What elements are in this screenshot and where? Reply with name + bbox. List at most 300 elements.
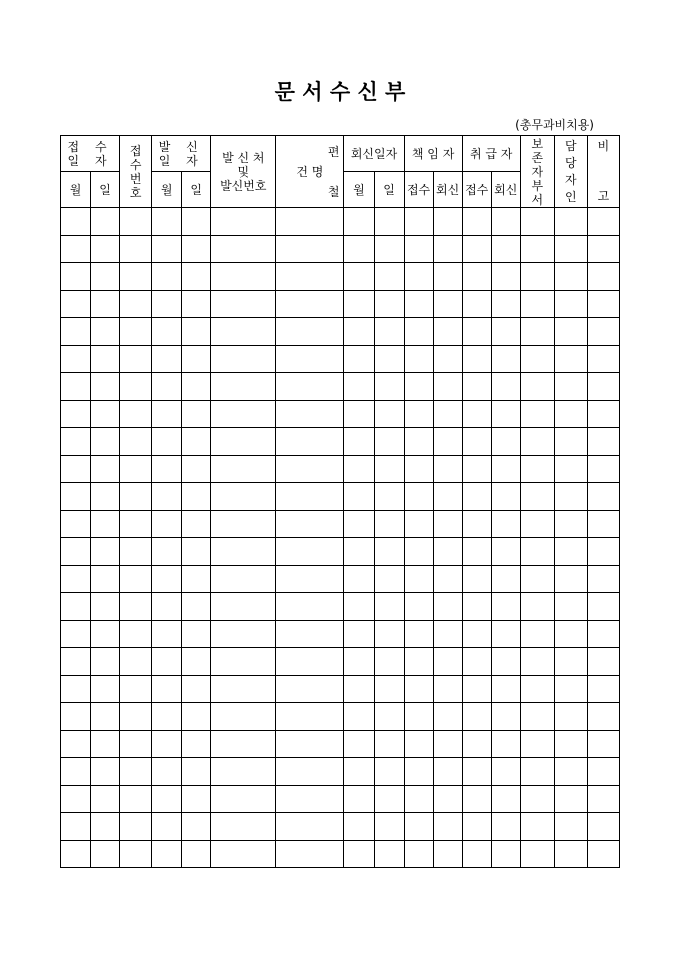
table-cell[interactable] [374,538,404,566]
table-cell[interactable] [276,510,344,538]
table-cell[interactable] [120,428,152,456]
table-cell[interactable] [520,318,554,346]
table-cell[interactable] [91,813,120,841]
table-cell[interactable] [152,813,182,841]
table-cell[interactable] [344,813,374,841]
table-cell[interactable] [587,455,619,483]
table-cell[interactable] [61,510,91,538]
table-cell[interactable] [404,235,433,263]
table-cell[interactable] [61,428,91,456]
table-cell[interactable] [61,538,91,566]
table-cell[interactable] [276,565,344,593]
table-cell[interactable] [491,400,520,428]
table-cell[interactable] [587,428,619,456]
table-cell[interactable] [462,703,491,731]
table-cell[interactable] [344,758,374,786]
table-cell[interactable] [433,483,462,511]
table-cell[interactable] [491,373,520,401]
table-cell[interactable] [211,785,276,813]
table-cell[interactable] [344,730,374,758]
table-cell[interactable] [374,565,404,593]
table-cell[interactable] [554,648,587,676]
table-cell[interactable] [182,400,211,428]
table-cell[interactable] [61,703,91,731]
table-cell[interactable] [182,483,211,511]
table-cell[interactable] [587,565,619,593]
table-cell[interactable] [182,290,211,318]
table-cell[interactable] [587,290,619,318]
table-cell[interactable] [433,730,462,758]
table-cell[interactable] [462,840,491,868]
table-cell[interactable] [462,538,491,566]
table-cell[interactable] [152,758,182,786]
table-cell[interactable] [554,263,587,291]
table-cell[interactable] [61,373,91,401]
table-cell[interactable] [491,620,520,648]
table-cell[interactable] [554,235,587,263]
table-cell[interactable] [404,290,433,318]
table-cell[interactable] [462,758,491,786]
table-cell[interactable] [491,428,520,456]
table-cell[interactable] [374,620,404,648]
table-cell[interactable] [61,620,91,648]
table-cell[interactable] [462,208,491,236]
table-cell[interactable] [61,785,91,813]
table-cell[interactable] [404,785,433,813]
table-cell[interactable] [374,235,404,263]
table-cell[interactable] [587,263,619,291]
table-cell[interactable] [276,758,344,786]
table-cell[interactable] [182,593,211,621]
table-cell[interactable] [587,840,619,868]
table-cell[interactable] [276,813,344,841]
table-cell[interactable] [91,840,120,868]
table-cell[interactable] [491,208,520,236]
table-cell[interactable] [276,703,344,731]
table-cell[interactable] [211,428,276,456]
table-cell[interactable] [182,813,211,841]
table-cell[interactable] [433,455,462,483]
table-cell[interactable] [211,290,276,318]
table-cell[interactable] [404,428,433,456]
table-cell[interactable] [61,758,91,786]
table-cell[interactable] [344,785,374,813]
table-cell[interactable] [152,840,182,868]
table-cell[interactable] [587,400,619,428]
table-cell[interactable] [276,345,344,373]
table-cell[interactable] [462,428,491,456]
table-cell[interactable] [404,565,433,593]
table-cell[interactable] [374,510,404,538]
table-cell[interactable] [152,263,182,291]
table-cell[interactable] [61,593,91,621]
table-cell[interactable] [491,840,520,868]
table-cell[interactable] [404,758,433,786]
table-cell[interactable] [344,840,374,868]
table-cell[interactable] [61,263,91,291]
table-cell[interactable] [374,428,404,456]
table-cell[interactable] [374,290,404,318]
table-cell[interactable] [276,730,344,758]
table-cell[interactable] [276,263,344,291]
table-cell[interactable] [211,648,276,676]
table-cell[interactable] [520,675,554,703]
table-cell[interactable] [182,538,211,566]
table-cell[interactable] [520,703,554,731]
table-cell[interactable] [120,620,152,648]
table-cell[interactable] [404,510,433,538]
table-cell[interactable] [276,290,344,318]
table-cell[interactable] [182,565,211,593]
table-cell[interactable] [91,648,120,676]
table-cell[interactable] [61,675,91,703]
table-cell[interactable] [91,538,120,566]
table-cell[interactable] [61,345,91,373]
table-cell[interactable] [91,758,120,786]
table-cell[interactable] [374,840,404,868]
table-cell[interactable] [374,785,404,813]
table-cell[interactable] [61,208,91,236]
table-cell[interactable] [587,785,619,813]
table-cell[interactable] [61,840,91,868]
table-cell[interactable] [554,758,587,786]
table-cell[interactable] [120,648,152,676]
table-cell[interactable] [120,675,152,703]
table-cell[interactable] [374,318,404,346]
table-cell[interactable] [374,455,404,483]
table-cell[interactable] [520,483,554,511]
table-cell[interactable] [91,373,120,401]
table-cell[interactable] [91,345,120,373]
table-cell[interactable] [433,208,462,236]
table-cell[interactable] [587,318,619,346]
table-cell[interactable] [404,208,433,236]
table-cell[interactable] [211,565,276,593]
table-cell[interactable] [61,730,91,758]
table-cell[interactable] [462,648,491,676]
table-cell[interactable] [587,813,619,841]
table-cell[interactable] [404,620,433,648]
table-cell[interactable] [404,483,433,511]
table-cell[interactable] [152,730,182,758]
table-cell[interactable] [587,208,619,236]
table-cell[interactable] [344,263,374,291]
table-cell[interactable] [120,455,152,483]
table-cell[interactable] [554,620,587,648]
table-cell[interactable] [120,813,152,841]
table-cell[interactable] [182,428,211,456]
table-cell[interactable] [433,263,462,291]
table-cell[interactable] [152,785,182,813]
table-cell[interactable] [211,483,276,511]
table-cell[interactable] [462,785,491,813]
table-cell[interactable] [344,373,374,401]
table-cell[interactable] [276,648,344,676]
table-cell[interactable] [520,840,554,868]
table-cell[interactable] [91,400,120,428]
table-cell[interactable] [152,483,182,511]
table-cell[interactable] [344,510,374,538]
table-cell[interactable] [211,373,276,401]
table-cell[interactable] [120,235,152,263]
table-cell[interactable] [587,758,619,786]
table-cell[interactable] [276,318,344,346]
table-cell[interactable] [491,345,520,373]
table-cell[interactable] [120,208,152,236]
table-cell[interactable] [276,785,344,813]
table-cell[interactable] [491,235,520,263]
table-cell[interactable] [91,208,120,236]
table-cell[interactable] [433,428,462,456]
table-cell[interactable] [276,235,344,263]
table-cell[interactable] [182,373,211,401]
table-cell[interactable] [491,290,520,318]
table-cell[interactable] [520,455,554,483]
table-cell[interactable] [182,840,211,868]
table-cell[interactable] [587,675,619,703]
table-cell[interactable] [211,813,276,841]
table-cell[interactable] [462,510,491,538]
table-cell[interactable] [120,400,152,428]
table-cell[interactable] [276,593,344,621]
table-cell[interactable] [433,620,462,648]
table-cell[interactable] [344,565,374,593]
table-cell[interactable] [520,593,554,621]
table-cell[interactable] [344,290,374,318]
table-cell[interactable] [374,373,404,401]
table-cell[interactable] [374,703,404,731]
table-cell[interactable] [462,565,491,593]
table-cell[interactable] [91,455,120,483]
table-cell[interactable] [491,730,520,758]
table-cell[interactable] [211,318,276,346]
table-cell[interactable] [152,648,182,676]
table-cell[interactable] [462,263,491,291]
table-cell[interactable] [520,510,554,538]
table-cell[interactable] [520,290,554,318]
table-cell[interactable] [344,428,374,456]
table-cell[interactable] [152,373,182,401]
table-cell[interactable] [152,235,182,263]
table-cell[interactable] [554,455,587,483]
table-cell[interactable] [554,675,587,703]
table-cell[interactable] [182,318,211,346]
table-cell[interactable] [520,785,554,813]
table-cell[interactable] [374,483,404,511]
table-cell[interactable] [491,263,520,291]
table-cell[interactable] [152,538,182,566]
table-cell[interactable] [554,730,587,758]
table-cell[interactable] [520,813,554,841]
table-cell[interactable] [554,483,587,511]
table-cell[interactable] [120,730,152,758]
table-cell[interactable] [433,785,462,813]
table-cell[interactable] [91,510,120,538]
table-cell[interactable] [404,400,433,428]
table-cell[interactable] [491,593,520,621]
table-cell[interactable] [152,620,182,648]
table-cell[interactable] [462,318,491,346]
table-cell[interactable] [211,758,276,786]
table-cell[interactable] [462,235,491,263]
table-cell[interactable] [152,208,182,236]
table-cell[interactable] [211,620,276,648]
table-cell[interactable] [433,648,462,676]
table-cell[interactable] [587,593,619,621]
table-cell[interactable] [433,400,462,428]
table-cell[interactable] [152,318,182,346]
table-cell[interactable] [520,373,554,401]
table-cell[interactable] [491,675,520,703]
table-cell[interactable] [152,565,182,593]
table-cell[interactable] [120,703,152,731]
table-cell[interactable] [120,373,152,401]
table-cell[interactable] [344,235,374,263]
table-cell[interactable] [91,318,120,346]
table-cell[interactable] [182,675,211,703]
table-cell[interactable] [91,565,120,593]
table-cell[interactable] [344,208,374,236]
table-cell[interactable] [211,593,276,621]
table-cell[interactable] [120,785,152,813]
table-cell[interactable] [61,318,91,346]
table-cell[interactable] [587,703,619,731]
table-cell[interactable] [554,840,587,868]
table-cell[interactable] [433,565,462,593]
table-cell[interactable] [374,593,404,621]
table-cell[interactable] [91,620,120,648]
table-cell[interactable] [91,290,120,318]
table-cell[interactable] [554,373,587,401]
table-cell[interactable] [462,455,491,483]
table-cell[interactable] [554,565,587,593]
table-cell[interactable] [182,345,211,373]
table-cell[interactable] [152,675,182,703]
table-cell[interactable] [182,455,211,483]
table-cell[interactable] [520,263,554,291]
table-cell[interactable] [433,345,462,373]
table-cell[interactable] [404,840,433,868]
table-cell[interactable] [182,510,211,538]
table-cell[interactable] [344,455,374,483]
table-cell[interactable] [554,428,587,456]
table-cell[interactable] [152,593,182,621]
table-cell[interactable] [120,758,152,786]
table-cell[interactable] [152,703,182,731]
table-cell[interactable] [587,483,619,511]
table-cell[interactable] [462,400,491,428]
table-cell[interactable] [433,510,462,538]
table-cell[interactable] [554,538,587,566]
table-cell[interactable] [61,455,91,483]
table-cell[interactable] [587,648,619,676]
table-cell[interactable] [520,400,554,428]
table-cell[interactable] [91,263,120,291]
table-cell[interactable] [462,483,491,511]
table-cell[interactable] [374,263,404,291]
table-cell[interactable] [491,785,520,813]
table-cell[interactable] [120,483,152,511]
table-cell[interactable] [433,235,462,263]
table-cell[interactable] [520,648,554,676]
table-cell[interactable] [120,565,152,593]
table-cell[interactable] [61,290,91,318]
table-cell[interactable] [587,345,619,373]
table-cell[interactable] [152,455,182,483]
table-cell[interactable] [554,290,587,318]
table-cell[interactable] [276,373,344,401]
table-cell[interactable] [491,565,520,593]
table-cell[interactable] [554,593,587,621]
table-cell[interactable] [276,428,344,456]
table-cell[interactable] [91,703,120,731]
table-cell[interactable] [276,620,344,648]
table-cell[interactable] [554,703,587,731]
table-cell[interactable] [120,345,152,373]
table-cell[interactable] [462,373,491,401]
table-cell[interactable] [462,813,491,841]
table-cell[interactable] [404,675,433,703]
table-cell[interactable] [587,235,619,263]
table-cell[interactable] [520,345,554,373]
table-cell[interactable] [491,510,520,538]
table-cell[interactable] [554,400,587,428]
table-cell[interactable] [491,813,520,841]
table-cell[interactable] [344,538,374,566]
table-cell[interactable] [554,318,587,346]
table-cell[interactable] [344,675,374,703]
table-cell[interactable] [491,538,520,566]
table-cell[interactable] [344,593,374,621]
table-cell[interactable] [491,758,520,786]
table-cell[interactable] [120,510,152,538]
table-cell[interactable] [120,538,152,566]
table-cell[interactable] [520,538,554,566]
table-cell[interactable] [587,373,619,401]
table-cell[interactable] [433,318,462,346]
table-cell[interactable] [520,428,554,456]
table-cell[interactable] [404,538,433,566]
table-cell[interactable] [404,455,433,483]
table-cell[interactable] [182,263,211,291]
table-cell[interactable] [211,345,276,373]
table-cell[interactable] [211,730,276,758]
table-cell[interactable] [276,455,344,483]
table-cell[interactable] [152,400,182,428]
table-cell[interactable] [404,813,433,841]
table-cell[interactable] [374,400,404,428]
table-cell[interactable] [61,648,91,676]
table-cell[interactable] [462,675,491,703]
table-cell[interactable] [520,208,554,236]
table-cell[interactable] [491,648,520,676]
table-cell[interactable] [462,345,491,373]
table-cell[interactable] [91,428,120,456]
table-cell[interactable] [520,730,554,758]
table-cell[interactable] [61,483,91,511]
table-cell[interactable] [276,840,344,868]
table-cell[interactable] [374,648,404,676]
table-cell[interactable] [491,455,520,483]
table-cell[interactable] [152,428,182,456]
table-cell[interactable] [344,648,374,676]
table-cell[interactable] [182,758,211,786]
table-cell[interactable] [374,730,404,758]
table-cell[interactable] [587,620,619,648]
table-cell[interactable] [61,400,91,428]
table-cell[interactable] [61,565,91,593]
table-cell[interactable] [211,208,276,236]
